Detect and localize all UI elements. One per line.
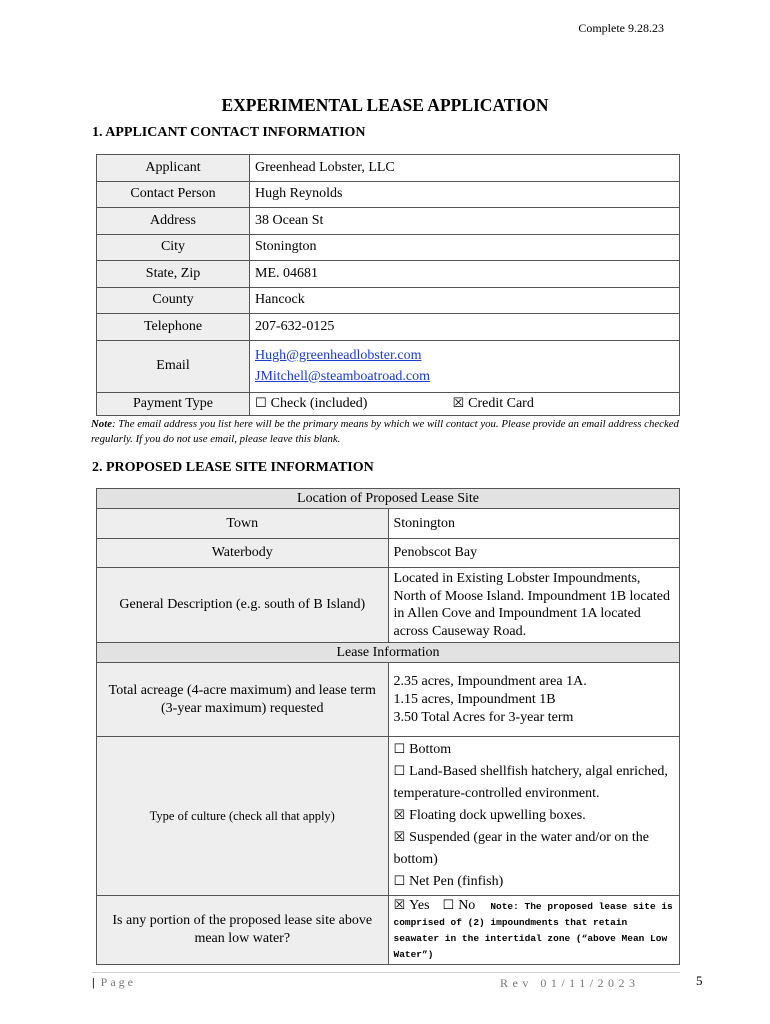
- table-row: [97, 208, 680, 235]
- table-row: [97, 261, 680, 288]
- table-row: [97, 896, 680, 965]
- address-field[interactable]: 38 Ocean St: [250, 208, 680, 235]
- table-row: [97, 539, 680, 568]
- bottom-option-label: Bottom: [409, 742, 452, 757]
- credit-card-label: Credit Card: [468, 395, 534, 411]
- suspended-checkbox[interactable]: ☒: [393, 830, 406, 845]
- bottom-checkbox[interactable]: ☐: [393, 742, 406, 757]
- culture-option-hatchery: [394, 761, 675, 805]
- telephone-label: Telephone: [97, 314, 250, 341]
- table-row: [97, 489, 680, 509]
- contact-person-field[interactable]: Hugh Reynolds: [250, 181, 680, 208]
- city-label: City: [97, 234, 250, 261]
- table-row: [97, 568, 680, 643]
- yes-label: Yes: [409, 898, 430, 913]
- culture-option-suspended: [394, 827, 675, 871]
- credit-card-checkbox[interactable]: ☒: [452, 395, 465, 411]
- footer-page-word: Page: [100, 975, 136, 989]
- state-zip-label: State, Zip: [97, 261, 250, 288]
- net-pen-checkbox[interactable]: ☐: [393, 874, 406, 889]
- footer-page-label: [92, 975, 136, 990]
- lease-site-table: [96, 488, 680, 965]
- floating-dock-option-label: Floating dock upwelling boxes.: [409, 808, 586, 823]
- no-checkbox[interactable]: ☐: [442, 898, 455, 913]
- culture-option-floating-dock: [394, 805, 675, 827]
- acreage-line-1: 2.35 acres, Impoundment area 1A.: [393, 673, 587, 689]
- payment-type-field: [250, 392, 680, 415]
- table-row: [97, 181, 680, 208]
- applicant-contact-table: [96, 154, 680, 416]
- applicant-field[interactable]: Greenhead Lobster, LLC: [250, 155, 680, 182]
- email-label: Email: [97, 340, 250, 392]
- table-row: [97, 737, 680, 896]
- hatchery-option-label: Land-Based shellfish hatchery, algal enriched, temperature-controlled environment.: [393, 764, 668, 801]
- table-row: [97, 643, 680, 663]
- section2-heading: 2. PROPOSED LEASE SITE INFORMATION: [92, 460, 374, 475]
- table-row: [97, 155, 680, 182]
- mean-low-water-label: Is any portion of the proposed lease site above mean low water?: [97, 896, 389, 965]
- table-row: [97, 314, 680, 341]
- county-label: County: [97, 287, 250, 314]
- payment-type-label: Payment Type: [97, 392, 250, 415]
- location-header: Location of Proposed Lease Site: [97, 489, 680, 509]
- revision-stamp: Complete 9.28.23: [578, 21, 664, 35]
- email-link-1[interactable]: Hugh@greenheadlobster.com: [255, 347, 422, 363]
- table-row: [97, 234, 680, 261]
- general-description-field[interactable]: Located in Existing Lobster Impoundments, North of Moose Island. Impoundment 1B located in Allen Cove and Impoundment 1A located across Causeway Road.: [388, 568, 680, 643]
- state-zip-field[interactable]: ME. 04681: [250, 261, 680, 288]
- page-number: 5: [696, 973, 703, 988]
- town-field[interactable]: Stonington: [388, 509, 680, 539]
- email-field: [250, 340, 680, 392]
- acreage-line-2: 1.15 acres, Impoundment 1B: [393, 691, 556, 707]
- waterbody-label: Waterbody: [97, 539, 389, 568]
- net-pen-option-label: Net Pen (finfish): [409, 874, 504, 889]
- applicant-label: Applicant: [97, 155, 250, 182]
- hatchery-checkbox[interactable]: ☐: [393, 764, 406, 779]
- general-description-label: General Description (e.g. south of B Island): [97, 568, 389, 643]
- check-payment-checkbox[interactable]: ☐: [255, 395, 267, 411]
- lease-info-header: Lease Information: [97, 643, 680, 663]
- yes-checkbox[interactable]: ☒: [393, 898, 406, 913]
- table-row: [97, 509, 680, 539]
- city-field[interactable]: Stonington: [250, 234, 680, 261]
- culture-type-field: [388, 737, 680, 896]
- mean-low-water-field: [388, 896, 680, 965]
- mean-low-water-note: Note: The proposed lease site is comprised of (2) impoundments that retain seawater in the intertidal zone (“above Mean Low Water”): [393, 901, 673, 960]
- footer-bar: |: [92, 975, 95, 989]
- telephone-field[interactable]: 207-632-0125: [250, 314, 680, 341]
- town-label: Town: [97, 509, 389, 539]
- table-row: [97, 340, 680, 392]
- culture-option-net-pen: [394, 871, 675, 893]
- footer-revision: Rev 01/11/2023: [500, 976, 640, 990]
- table-row: [97, 287, 680, 314]
- note-prefix: Note: [91, 418, 112, 430]
- acreage-line-3: 3.50 Total Acres for 3-year term: [393, 709, 574, 725]
- address-label: Address: [97, 208, 250, 235]
- floating-dock-checkbox[interactable]: ☒: [393, 808, 406, 823]
- acreage-label: Total acreage (4-acre maximum) and lease term (3-year maximum) requested: [97, 663, 389, 737]
- culture-type-label: Type of culture (check all that apply): [97, 737, 389, 896]
- email-note: [91, 417, 701, 447]
- check-payment-label: Check (included): [270, 395, 368, 411]
- footer-divider: [92, 972, 680, 973]
- acreage-field[interactable]: [388, 663, 680, 737]
- note-text: : The email address you list here will be the primary means by which we will contact you. Please provide an email address checked regularly. If you do not use email, please leave this blank.: [91, 418, 679, 445]
- no-label: No: [458, 898, 476, 913]
- email-link-2[interactable]: JMitchell@steamboatroad.com: [255, 368, 431, 384]
- table-row: [97, 663, 680, 737]
- contact-person-label: Contact Person: [97, 181, 250, 208]
- county-field[interactable]: Hancock: [250, 287, 680, 314]
- waterbody-field[interactable]: Penobscot Bay: [388, 539, 680, 568]
- section1-heading: 1. APPLICANT CONTACT INFORMATION: [92, 125, 366, 140]
- suspended-option-label: Suspended (gear in the water and/or on the bottom): [393, 830, 650, 867]
- table-row: [97, 392, 680, 415]
- document-title: EXPERIMENTAL LEASE APPLICATION: [221, 95, 549, 115]
- culture-option-bottom: [394, 739, 675, 761]
